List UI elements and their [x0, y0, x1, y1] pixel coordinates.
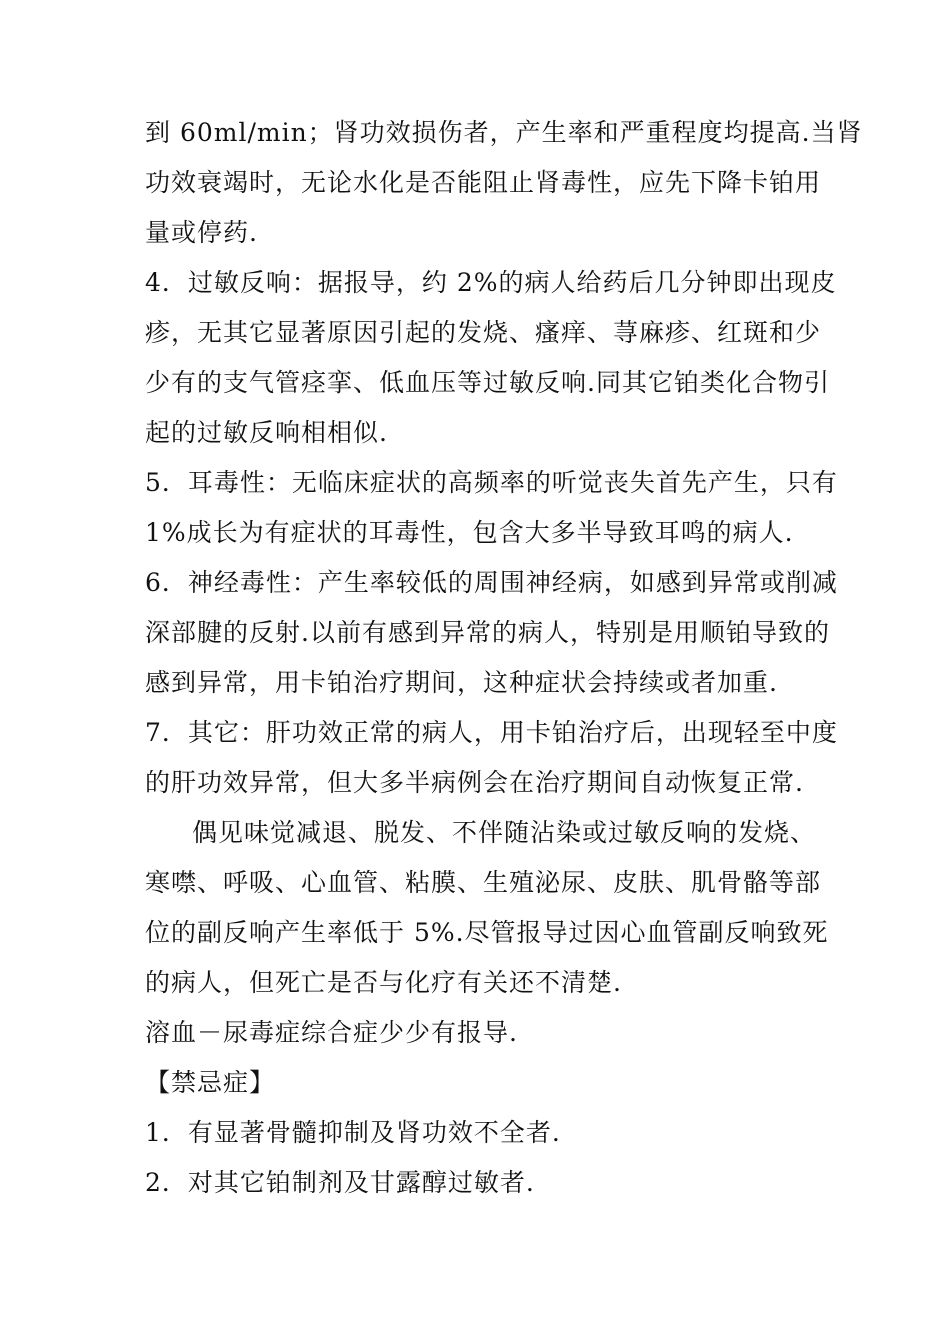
text-line-5: 疹，无其它显著原因引起的发烧、瘙痒、荨麻疹、红斑和少 — [145, 318, 822, 347]
text-line-14: 的肝功效异常，但大多半病例会在治疗期间自动恢复正常. — [145, 768, 804, 797]
text-line-9: 1%成长为有症状的耳毒性，包含大多半导致耳鸣的病人. — [145, 518, 794, 547]
text-line-21: 1．有显著骨髓抑制及肾功效不全者. — [145, 1118, 561, 1147]
text-line-3: 量或停药. — [145, 218, 258, 247]
text-line-7: 起的过敏反响相相似. — [145, 418, 388, 447]
text-line-18: 的病人，但死亡是否与化疗有关还不清楚. — [145, 968, 622, 997]
text-line-15: 偶见味觉减退、脱发、不伴随沾染或过敏反响的发烧、 — [192, 818, 817, 847]
text-line-19: 溶血－尿毒症综合症少少有报导. — [145, 1018, 518, 1047]
text-line-1: 到 60ml/min；肾功效损伤者，产生率和严重程度均提高.当肾 — [145, 118, 863, 147]
text-line-2: 功效衰竭时，无论水化是否能阻止肾毒性，应先下降卡铂用 — [145, 168, 822, 197]
text-line-16: 寒噤、呼吸、心血管、粘膜、生殖泌尿、皮肤、肌骨骼等部 — [145, 868, 822, 897]
text-line-11: 深部腱的反射.以前有感到异常的病人，特别是用顺铂导致的 — [145, 618, 830, 647]
text-line-6: 少有的支气管痉挛、低血压等过敏反响.同其它铂类化合物引 — [145, 368, 830, 397]
text-line-10: 6．神经毒性：产生率较低的周围神经病，如感到异常或削减 — [145, 568, 838, 597]
text-line-12: 感到异常，用卡铂治疗期间，这种症状会持续或者加重. — [145, 668, 778, 697]
section-heading-contraindications: 【禁忌症】 — [145, 1068, 276, 1097]
text-line-13: 7．其它：肝功效正常的病人，用卡铂治疗后，出现轻至中度 — [145, 718, 838, 747]
text-line-17: 位的副反响产生率低于 5%.尽管报导过因心血管副反响致死 — [145, 918, 829, 947]
text-line-8: 5．耳毒性：无临床症状的高频率的听觉丧失首先产生，只有 — [145, 468, 838, 497]
text-line-22: 2．对其它铂制剂及甘露醇过敏者. — [145, 1168, 535, 1197]
text-line-4: 4．过敏反响：据报导，约 2%的病人给药后几分钟即出现皮 — [145, 268, 837, 297]
